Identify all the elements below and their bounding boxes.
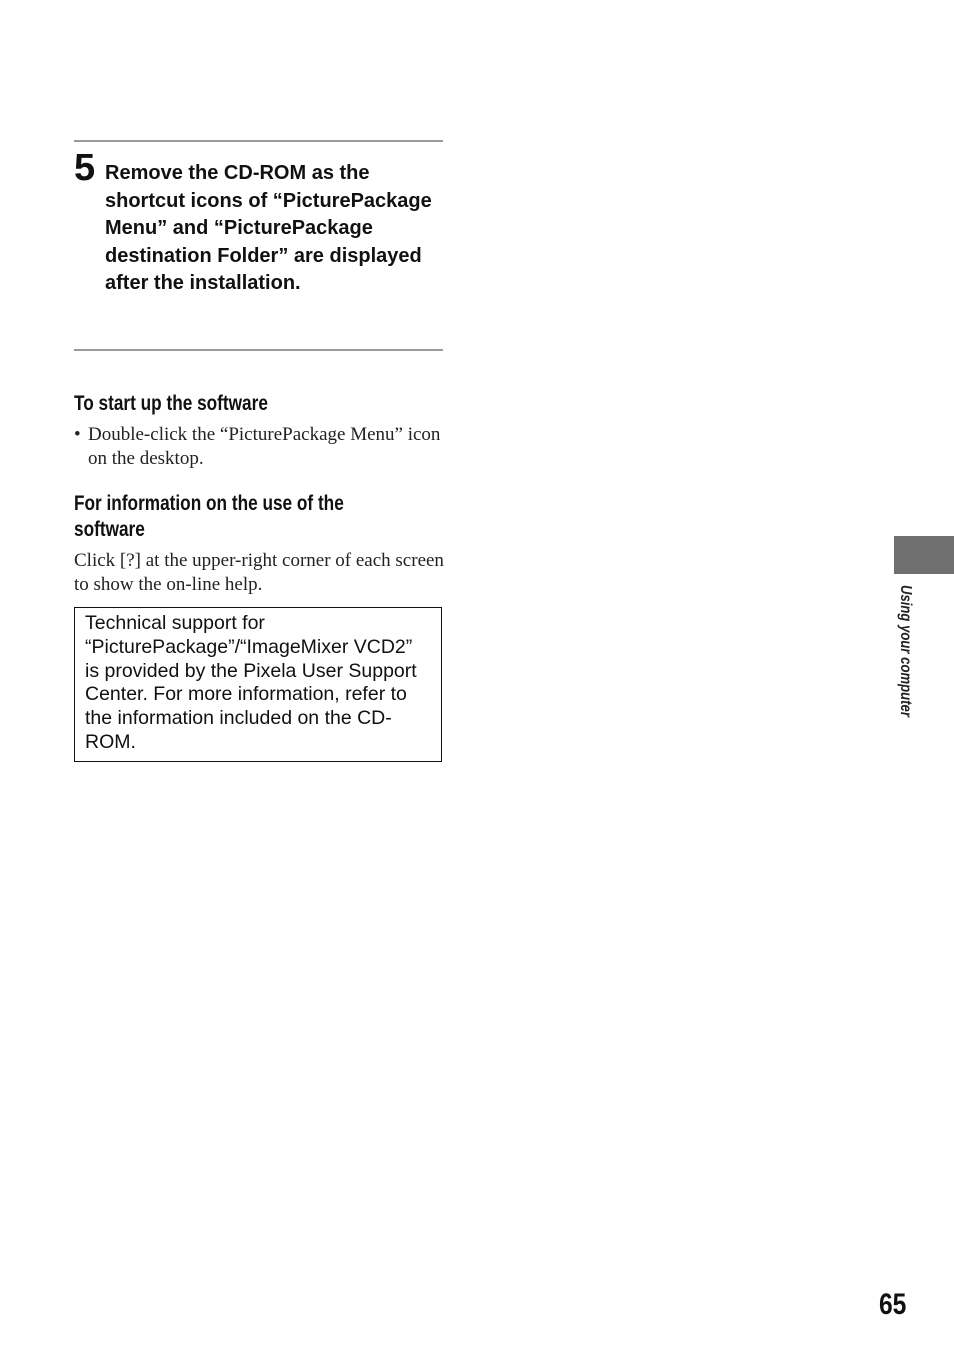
page-number: 65 <box>879 1288 907 1321</box>
bottom-divider <box>74 349 443 351</box>
start-software-heading: To start up the software <box>74 392 268 415</box>
technical-support-note <box>74 607 442 762</box>
info-paragraph: Click [?] at the upper-right corner of each screen to show the on-line help. <box>74 550 444 595</box>
info-heading-line2: software <box>74 518 145 541</box>
section-label: Using your computer <box>897 585 914 717</box>
info-heading-line1: For information on the use of the <box>74 492 344 515</box>
top-divider <box>74 140 443 142</box>
section-tab <box>894 536 954 574</box>
note-text: Technical support for “PicturePackage”/“ImageMixer VCD2” is provided by the Pixela User Support Center. For more information, refer to the information included on the CD-ROM. <box>85 612 417 753</box>
step-instruction: Remove the CD-ROM as the shortcut icons of “PicturePackage Menu” and “PicturePackage destination Folder” are displayed after the installation. <box>105 162 432 295</box>
start-software-bullet <box>74 423 444 471</box>
bullet-text: Double-click the “PicturePackage Menu” icon on the desktop. <box>88 424 441 469</box>
step-number: 5 <box>74 147 96 189</box>
bullet-symbol: • <box>74 424 81 445</box>
